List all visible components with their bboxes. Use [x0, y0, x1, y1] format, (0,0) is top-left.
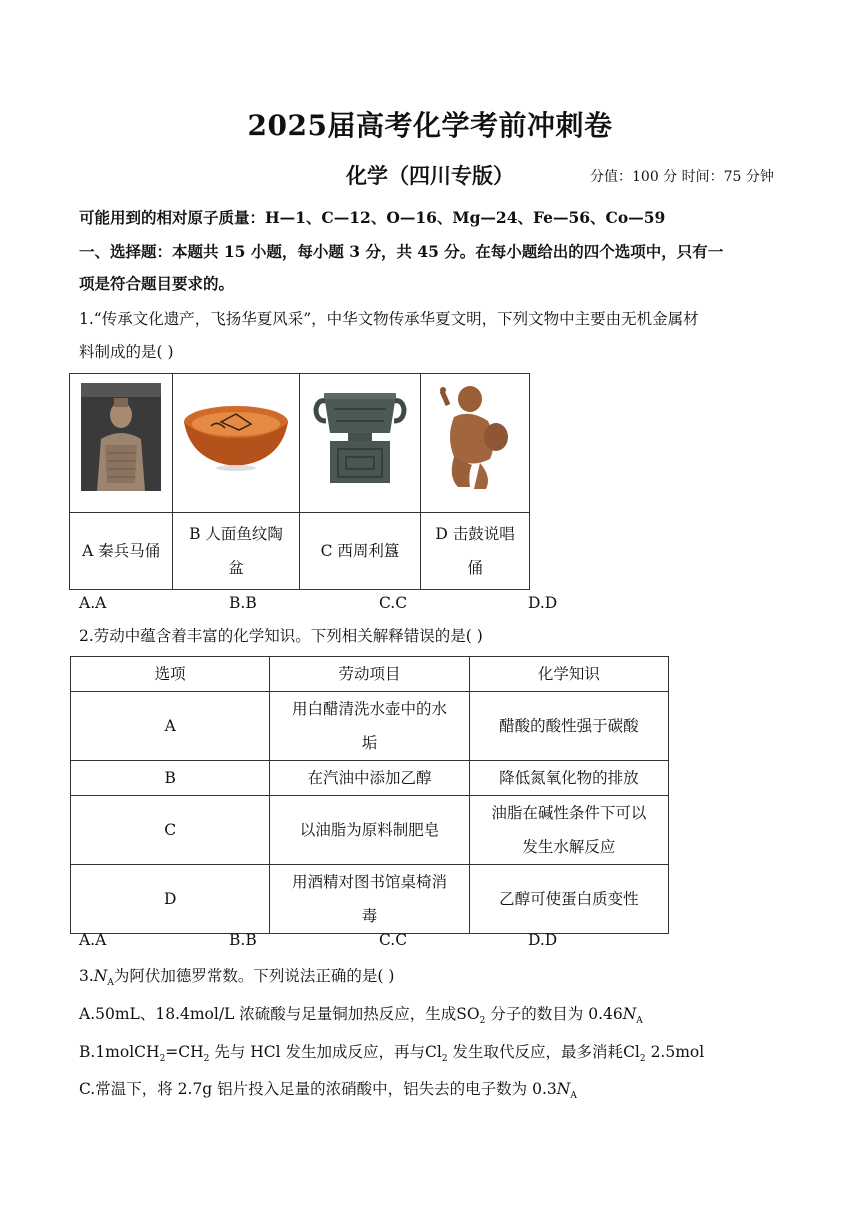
page-subtitle: 化学（四川专版） — [346, 163, 514, 188]
q2-option-cell: A — [71, 692, 270, 761]
q2-header-option: 选项 — [71, 657, 270, 692]
cl2-subscript: 2 — [639, 1054, 646, 1065]
bronze-gui-icon — [308, 387, 412, 487]
artifact-label: D 击鼓说唱 — [435, 525, 515, 543]
q3-stem-text: 为阿伏加德罗常数。下列说法正确的是( ) — [113, 967, 395, 985]
so2-formula: SO — [456, 1005, 480, 1023]
q3-b-text-2: 先与 HCl 发生加成反应，再与 — [214, 1043, 426, 1061]
q2-work-text-continued: 垢 — [361, 734, 378, 752]
q2-work-text: 用酒精对图书馆桌椅消 — [291, 873, 447, 891]
pottery-basin-icon — [181, 402, 291, 472]
ethylene-sub-1: 2 — [159, 1054, 166, 1065]
so2-subscript: 2 — [479, 1016, 486, 1027]
artifact-label-cell — [421, 513, 530, 590]
cl2-formula: Cl — [425, 1043, 442, 1061]
artifact-image-cell — [299, 374, 420, 513]
q2-chem-cell: 醋酸的酸性强于碳酸 — [469, 692, 668, 761]
artifact-image-cell — [173, 374, 299, 513]
q3-option-a[interactable] — [79, 1002, 643, 1026]
avogadro-symbol: N — [556, 1080, 571, 1098]
q2-table — [70, 656, 669, 934]
q2-option-cell: D — [71, 865, 270, 934]
page-title: 2025届高考化学考前冲刺卷 — [247, 109, 613, 142]
q2-chem-text-continued: 发生水解反应 — [522, 838, 616, 856]
q2-option-cell: C — [71, 796, 270, 865]
q2-work-cell — [270, 865, 469, 934]
ethylene-sub-2: 2 — [203, 1054, 210, 1065]
option-b[interactable]: B.B — [229, 594, 257, 612]
avogadro-symbol: N — [622, 1005, 637, 1023]
table-row — [71, 761, 669, 796]
option-c[interactable]: C.C — [379, 594, 408, 612]
artifact-image-cell — [421, 374, 530, 513]
avogadro-subscript: A — [570, 1091, 577, 1102]
q3-c-text: C.常温下，将 2.7g 铝片投入足量的浓硝酸中，铝失去的电子数为 0.3 — [79, 1080, 557, 1098]
avogadro-subscript: A — [636, 1016, 643, 1027]
q2-work-text-continued: 毒 — [361, 907, 378, 925]
artifact-label-cell — [299, 513, 420, 590]
artifact-label-cell — [173, 513, 299, 590]
option-d[interactable]: D.D — [528, 931, 558, 949]
q3-option-b[interactable] — [79, 1040, 704, 1064]
option-d[interactable]: D.D — [528, 594, 558, 612]
cl2-formula: Cl — [623, 1043, 640, 1061]
artifact-label-cell — [70, 513, 173, 590]
q2-work-text: 用白醋清洗水壶中的水 — [291, 700, 447, 718]
q2-option-cell: B — [71, 761, 270, 796]
q2-chem-cell: 降低氮氧化物的排放 — [469, 761, 668, 796]
score-time: 分值：100 分 时间：75 分钟 — [590, 169, 774, 185]
option-c[interactable]: C.C — [379, 931, 408, 949]
q1-stem-line1: 1.“传承文化遗产，飞扬华夏风采”，中华文物传承华夏文明，下列文物中主要由无机金属材 — [79, 310, 699, 328]
section1-instruction-line2: 项是符合题目要求的。 — [79, 274, 235, 293]
q2-chem-text: 油脂在碱性条件下可以 — [491, 804, 647, 822]
artifact-label-continued: 盆 — [228, 559, 244, 577]
artifact-image-cell — [70, 374, 173, 513]
q3-b-text: B.1mol — [79, 1043, 135, 1061]
q2-chem-cell: 乙醇可使蛋白质变性 — [469, 865, 668, 934]
option-b[interactable]: B.B — [229, 931, 257, 949]
atomic-mass-line: 可能用到的相对原子质量：H—1、C—12、O—16、Mg—24、Fe—56、Co—59 — [79, 208, 666, 227]
cl2-subscript: 2 — [441, 1054, 448, 1065]
artifact-label-continued: 俑 — [467, 559, 483, 577]
q2-work-cell: 在汽油中添加乙醇 — [270, 761, 469, 796]
q3-b-text-4: 2.5mol — [650, 1043, 705, 1061]
q3-a-text-2: 分子的数目为 0.46 — [490, 1005, 623, 1023]
artifact-label: B 人面鱼纹陶 — [189, 525, 283, 543]
q3-stem: $3.N_A$为阿伏加德罗常数。下列说法正确的是( ) — [79, 967, 395, 989]
drummer-figurine-icon — [440, 381, 510, 493]
option-a[interactable]: A.A — [79, 594, 107, 612]
avogadro-subscript: A — [107, 978, 114, 989]
table-row — [71, 796, 669, 865]
section1-instruction-line1: 一、选择题：本题共 15 小题，每小题 3 分，共 45 分。在每小题给出的四个选项中，只有一 — [79, 242, 724, 261]
q2-header-work: 劳动项目 — [270, 657, 469, 692]
q2-header-chem: 化学知识 — [469, 657, 668, 692]
terracotta-warrior-icon — [81, 383, 161, 491]
table-row — [71, 692, 669, 761]
q1-stem-line2: 料制成的是( ) — [79, 343, 174, 361]
artifact-label: C 西周利簋 — [320, 542, 400, 560]
avogadro-symbol: N — [93, 967, 108, 985]
q3-b-text-3: 发生取代反应，最多消耗 — [452, 1043, 624, 1061]
table-row — [71, 865, 669, 934]
q2-work-cell — [270, 692, 469, 761]
q2-work-cell: 以油脂为原料制肥皂 — [270, 796, 469, 865]
q3-option-c[interactable] — [79, 1077, 577, 1101]
ethylene-formula-2: =CH — [165, 1043, 204, 1061]
artifact-label: A 秦兵马俑 — [82, 542, 161, 560]
q2-chem-cell — [469, 796, 668, 865]
ethylene-formula: CH — [134, 1043, 160, 1061]
option-a[interactable]: A.A — [79, 931, 107, 949]
q1-artifact-table — [69, 373, 530, 590]
q2-stem: 2.劳动中蕴含着丰富的化学知识。下列相关解释错误的是( ) — [79, 627, 483, 645]
q3-a-text: A.50mL、18.4mol/L 浓硫酸与足量铜加热反应，生成 — [79, 1005, 457, 1023]
